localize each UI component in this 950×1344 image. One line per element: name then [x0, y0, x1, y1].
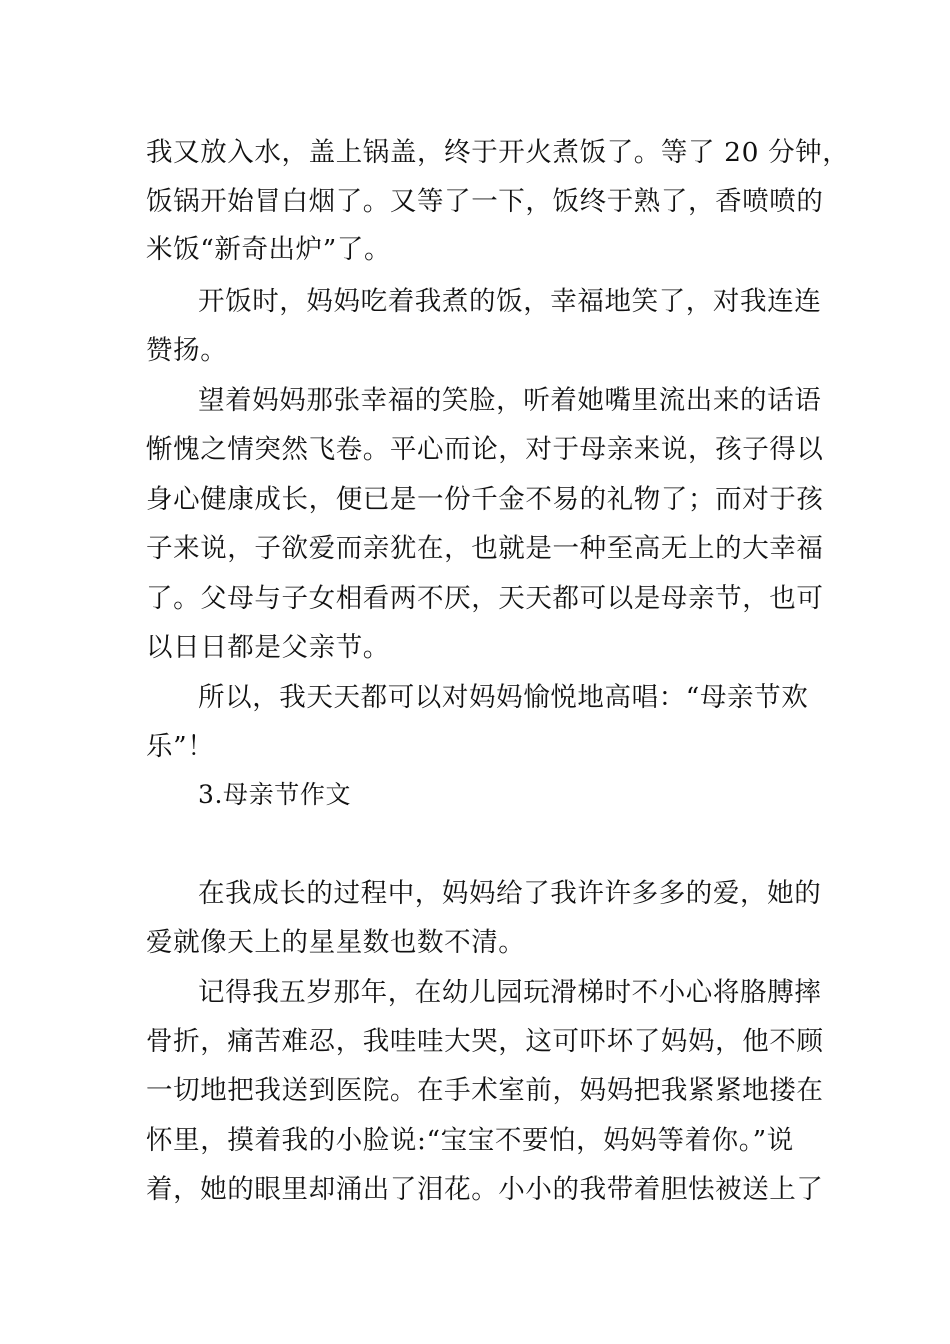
text-line: 饭锅开始冒白烟了。又等了一下，饭终于熟了，香喷喷的: [146, 186, 824, 217]
text-line: 着，她的眼里却涌出了泪花。小小的我带着胆怯被送上了: [146, 1174, 824, 1205]
text-line: 了。父母与子女相看两不厌，天天都可以是母亲节，也可: [146, 583, 824, 614]
text-line: 乐”！: [146, 731, 215, 762]
text-line: 爱就像天上的星星数也数不清。: [146, 927, 526, 958]
text-line: 开饭时，妈妈吃着我煮的饭，幸福地笑了，对我连连: [198, 286, 822, 317]
text-line: 惭愧之情突然飞卷。平心而论，对于母亲来说，孩子得以: [146, 434, 824, 465]
text-line: 怀里，摸着我的小脸说:“宝宝不要怕，妈妈等着你。”说: [146, 1125, 794, 1156]
text-line: 米饭“新奇出炉”了。: [146, 234, 392, 265]
section-heading: 3.母亲节作文: [198, 780, 352, 809]
text-line: 身心健康成长，便已是一份千金不易的礼物了；而对于孩: [146, 484, 824, 515]
text-line: 以日日都是父亲节。: [146, 632, 390, 663]
text-line: 一切地把我送到医院。在手术室前，妈妈把我紧紧地搂在: [146, 1075, 824, 1106]
text-line: 骨折，痛苦难忍，我哇哇大哭，这可吓坏了妈妈，他不顾: [146, 1026, 824, 1057]
text-line: 望着妈妈那张幸福的笑脸，听着她嘴里流出来的话语: [198, 385, 822, 416]
text-line: 我又放入水，盖上锅盖，终于开火煮饭了。等了 20 分钟，: [146, 137, 850, 168]
text-line: 在我成长的过程中，妈妈给了我许许多多的爱，她的: [198, 878, 822, 909]
text-line: 赞扬。: [146, 335, 228, 366]
text-line: 子来说，子欲爱而亲犹在，也就是一种至高无上的大幸福: [146, 533, 824, 564]
text-line: 所以，我天天都可以对妈妈愉悦地高唱：“母亲节欢: [198, 682, 809, 713]
text-line: 记得我五岁那年，在幼儿园玩滑梯时不小心将胳膊摔: [198, 977, 822, 1008]
